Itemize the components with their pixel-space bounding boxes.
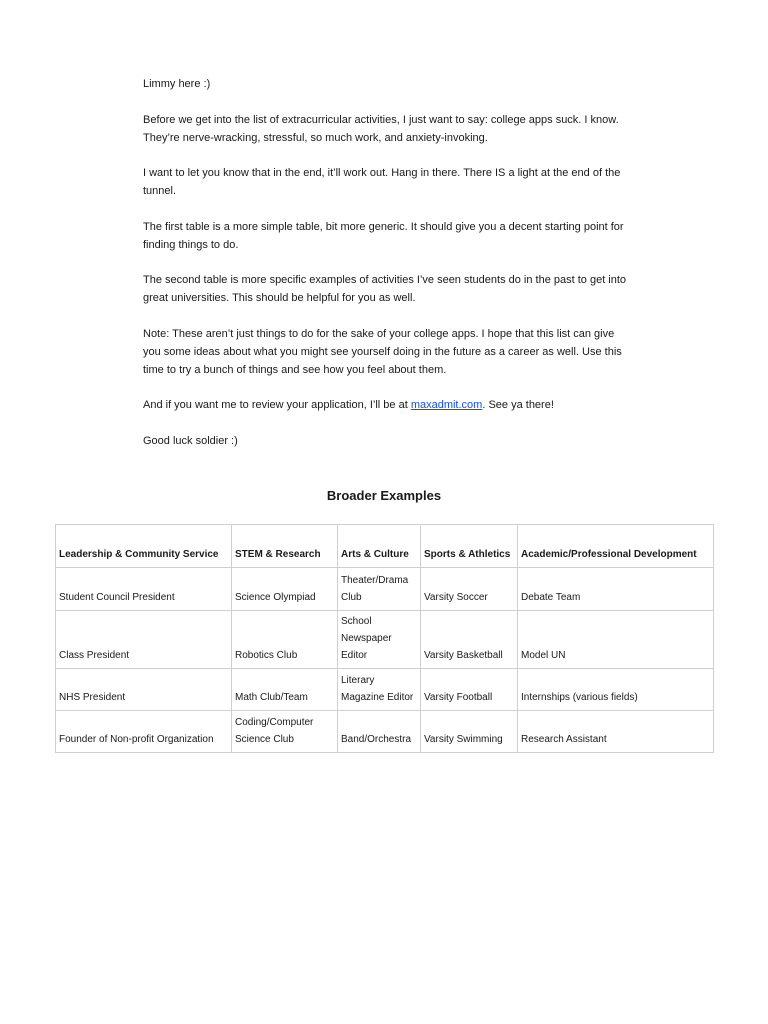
- table-cell: Model UN: [518, 611, 714, 669]
- table-cell: Varsity Soccer: [421, 568, 518, 611]
- table-row: [56, 711, 714, 753]
- intro-paragraph-4: The second table is more specific examples of activities I’ve seen students do in the past to get into great universities. This should be helpful for you as well.: [143, 274, 627, 304]
- intro-paragraph-3: The first table is a more simple table, bit more generic. It should give you a decent starting point for finding things to do.: [143, 220, 624, 251]
- table-cell: Science Olympiad: [232, 568, 338, 611]
- table-cell: Class President: [56, 611, 232, 669]
- review-text-after: . See ya there!: [482, 399, 554, 411]
- table-title: Broader Examples: [326, 488, 442, 503]
- header-stem: STEM & Research: [232, 525, 338, 568]
- intro-paragraph-6: [143, 396, 633, 414]
- table-cell: Varsity Swimming: [421, 711, 518, 753]
- header-arts: Arts & Culture: [338, 525, 421, 568]
- greeting: Limmy here :): [143, 78, 211, 90]
- table-cell: Founder of Non-profit Organization: [56, 711, 232, 753]
- table-row: [56, 568, 714, 611]
- table-cell: Literary Magazine Editor: [338, 669, 421, 711]
- table-header-row: [56, 525, 714, 568]
- table-cell: Math Club/Team: [232, 669, 338, 711]
- table-cell: Band/Orchestra: [338, 711, 421, 753]
- table-cell: NHS President: [56, 669, 232, 711]
- header-academic: Academic/Professional Development: [518, 525, 714, 568]
- header-sports: Sports & Athletics: [421, 525, 518, 568]
- sign-off: Good luck soldier :): [143, 434, 238, 447]
- broader-examples-table: [55, 524, 714, 753]
- header-leadership: Leadership & Community Service: [56, 525, 232, 568]
- table-cell: School Newspaper Editor: [338, 611, 421, 669]
- table-cell: Research Assistant: [518, 711, 714, 753]
- table-cell: Theater/Drama Club: [338, 568, 421, 611]
- table-cell: Debate Team: [518, 568, 714, 611]
- intro-paragraph-1: Before we get into the list of extracurricular activities, I just want to say: college apps suck. I know. They’re nerve-wracking, stressful, so much work, and anxiety-invoking.: [143, 113, 619, 144]
- review-text-before: And if you want me to review your application, I’ll be at: [143, 399, 411, 411]
- intro-text: [143, 75, 633, 467]
- table-cell: Internships (various fields): [518, 669, 714, 711]
- intro-paragraph-2: I want to let you know that in the end, it’ll work out. Hang in there. There IS a light at the end of the tunnel.: [143, 167, 621, 197]
- maxadmit-link[interactable]: maxadmit.com: [410, 399, 483, 411]
- table-cell: Coding/Computer Science Club: [232, 711, 338, 753]
- table-cell: Varsity Basketball: [421, 611, 518, 669]
- intro-paragraph-5: Note: These aren’t just things to do for the sake of your college apps. I hope that this list can give you some ideas about what you might see yourself doing in the future as a career as well. Use this time to try a bunch of things and see how you feel about them.: [143, 327, 622, 376]
- table-row: [56, 611, 714, 669]
- table-cell: Robotics Club: [232, 611, 338, 669]
- table-cell: Varsity Football: [421, 669, 518, 711]
- table-row: [56, 669, 714, 711]
- table-cell: Student Council President: [56, 568, 232, 611]
